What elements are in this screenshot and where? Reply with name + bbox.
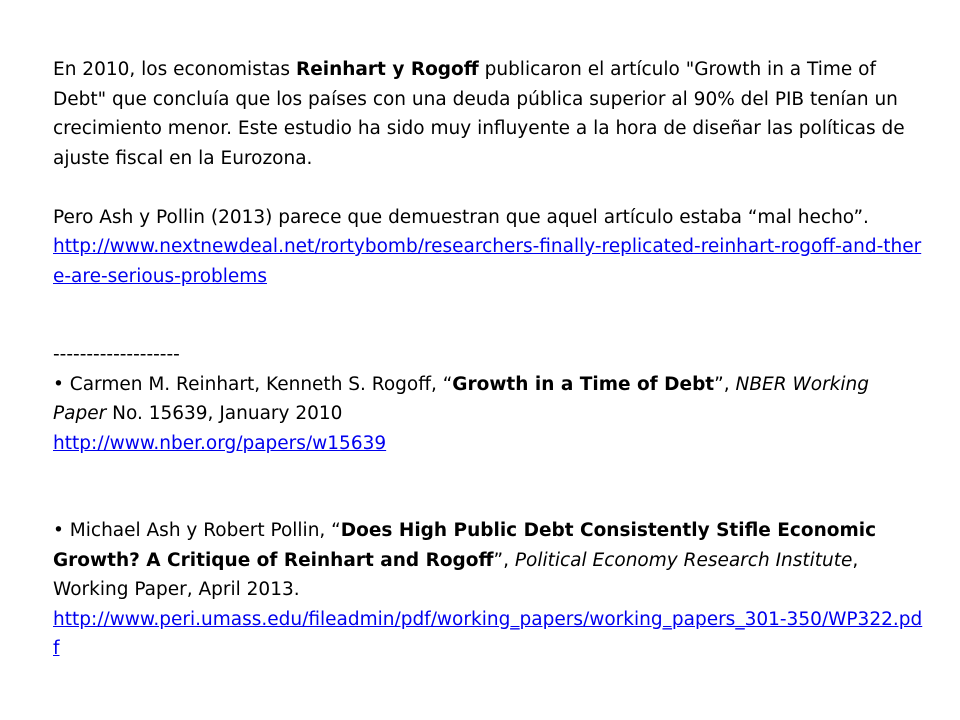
peri-link[interactable]: http://www.peri.umass.edu/fileadmin/pdf/working_papers/working_papers_301-350/WP322.pdf xyxy=(53,608,923,659)
blog-link-paragraph xyxy=(53,232,923,291)
ref1-link-paragraph xyxy=(53,429,923,459)
intro-paragraph xyxy=(53,55,923,173)
ref2-authors: • Michael Ash y Robert Pollin, “ xyxy=(53,520,341,541)
ref1-sep: ”, xyxy=(714,373,736,395)
intro-text-2: publicaron el artículo "Growth in a Time of Debt" que concluía que los países con una deuda pública superior al 90% del PIB tenían un crecimiento menor. Este estudio ha sido muy influyente a la hora de diseñar las políticas de ajuste fiscal en la Eurozona. xyxy=(53,59,905,169)
ref1-title: Growth in a Time of Debt xyxy=(452,373,715,395)
intro-text-1: En 2010, los economistas xyxy=(53,59,296,80)
reference-2-block xyxy=(53,516,923,664)
authors-bold: Reinhart y Rogoff xyxy=(295,59,479,80)
ref2-details: , Working Paper, April 2013. xyxy=(53,549,859,600)
ref2-journal: Political Economy Research Institute xyxy=(514,549,853,571)
ref1-journal: NBER Working Paper xyxy=(53,373,870,424)
ref2-title: Does High Public Debt Consistently Stifle Economic Growth? A Critique of Reinhart and Rogoff xyxy=(53,520,877,571)
ref1-details: No. 15639, January 2010 xyxy=(106,403,343,424)
ref2-link-paragraph xyxy=(53,605,923,664)
claim-text: Pero Ash y Pollin (2013) parece que demuestran que aquel artículo estaba “mal hecho”. xyxy=(53,206,869,228)
ref2-sep: ”, xyxy=(493,549,515,571)
divider: ------------------- xyxy=(53,344,180,365)
reference-2 xyxy=(53,516,923,605)
intro-block xyxy=(53,55,923,291)
blog-link[interactable]: http://www.nextnewdeal.net/rortybomb/researchers-finally-replicated-reinhart-rogoff-and-there-are-serious-problems xyxy=(53,236,922,287)
claim-paragraph xyxy=(53,203,923,233)
ref1-authors: • Carmen M. Reinhart, Kenneth S. Rogoff, “ xyxy=(53,373,453,395)
references-block xyxy=(53,340,923,458)
reference-1 xyxy=(53,370,923,429)
nber-link[interactable]: http://www.nber.org/papers/w15639 xyxy=(53,432,387,454)
